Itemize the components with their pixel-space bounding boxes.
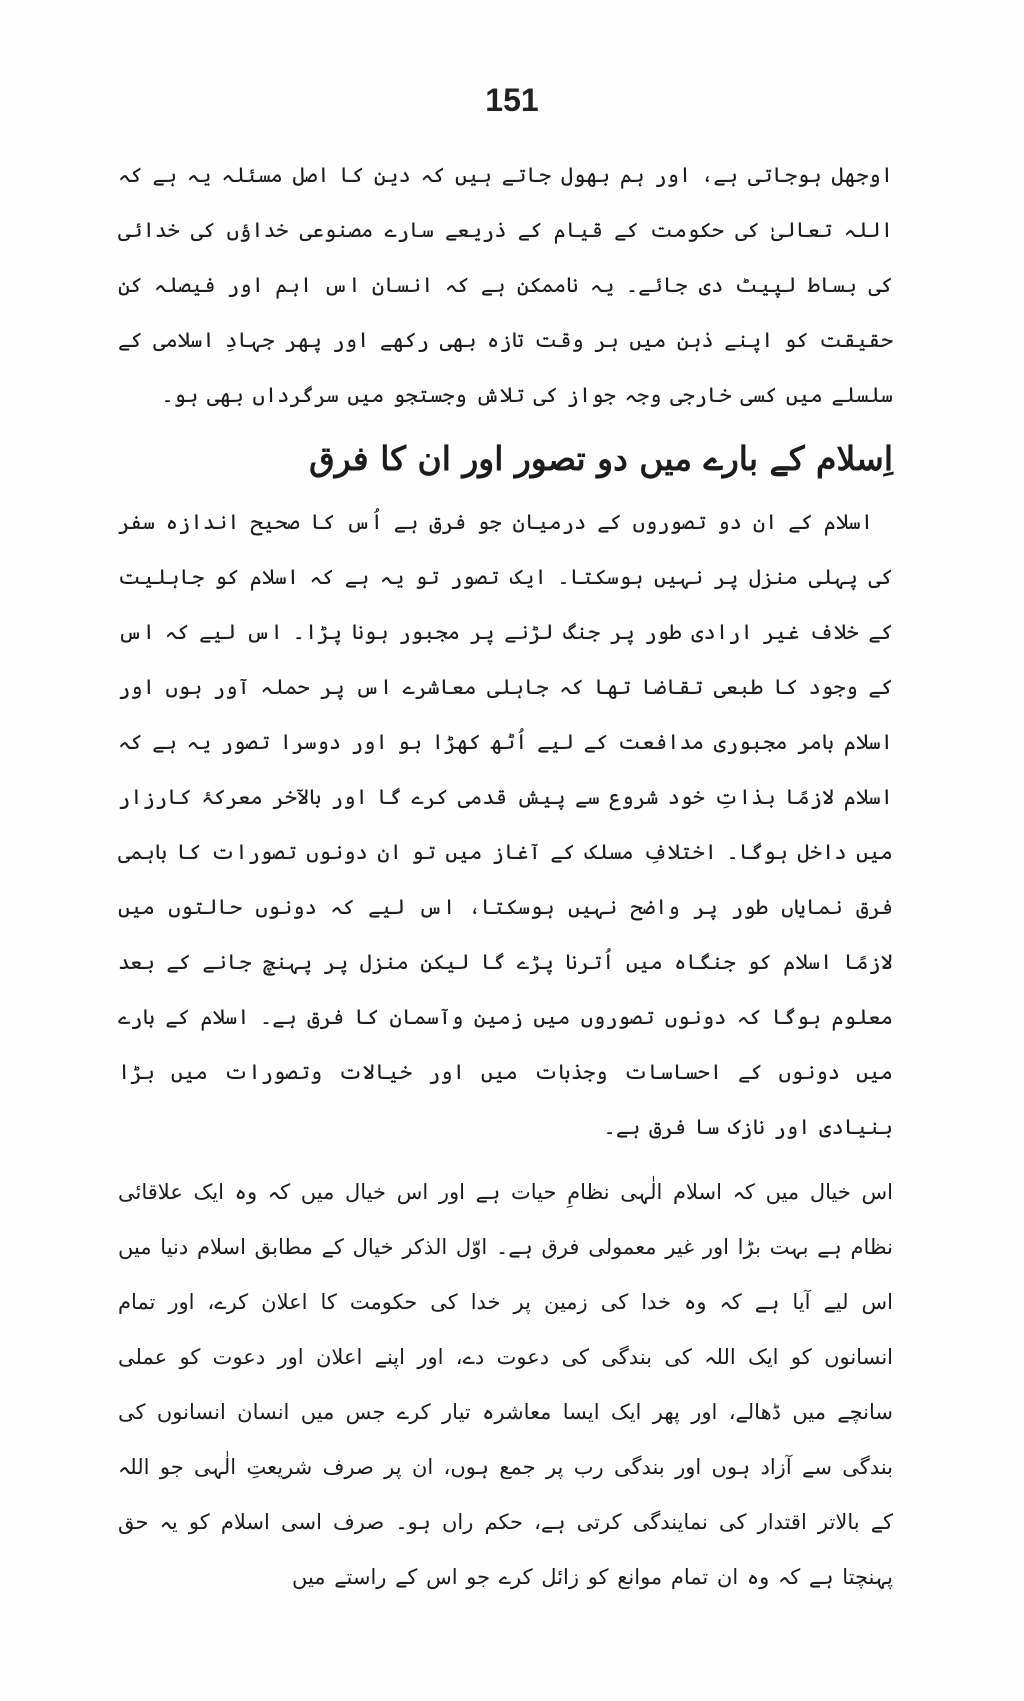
page-content — [118, 148, 893, 1605]
page-number: 151 — [485, 82, 539, 118]
section-paragraph-1: اسلام کے ان دو تصوروں کے درمیان جو فرق ہے اُس کا صحیح اندازہ سفر کی پہلی منزل پر نہیں ہوسکتا۔ ایک تصور تو یہ ہے کہ اسلام کو جاہلیت کے خلاف غیر ارادی طور پر جنگ لڑنے پر مجبور ہونا پڑا۔ اس لیے کہ اس کے وجود کا طبعی تقاضا تھا کہ جاہلی معاشرے اس پر حملہ آور ہوں اور اسلام بامر مجبوری مدافعت کے لیے اُٹھ کھڑا ہو اور دوسرا تصور یہ ہے کہ اسلام لازمًا بذاتِ خود شروع سے پیش قدمی کرے گا اور بالآخر معرکۂ کارزار میں داخل ہوگا۔ اختلافِ مسلک کے آغاز میں تو ان دونوں تصورات کا باہمی فرق نمایاں طور پر واضح نہیں ہوسکتا، اس لیے کہ دونوں حالتوں میں لازمًا اسلام کو جنگاہ میں اُترنا پڑے گا لیکن منزل پر پہنچ جانے کے بعد معلوم ہوگا کہ دونوں تصوروں میں زمین وآسمان کا فرق ہے۔ اسلام کے بارے میں دونوں کے احساسات وجذبات میں اور خیالات وتصورات میں بڑا بنیادی اور نازک سا فرق ہے۔ — [118, 510, 893, 1139]
opening-paragraph: اوجھل ہوجاتی ہے، اور ہم بھول جاتے ہیں کہ دین کا اصل مسئلہ یہ ہے کہ اللہ تعالیٰ کی حکومت کے قیام کے ذریعے سارے مصنوعی خداؤں کی خدائی کی بساط لپیٹ دی جائے۔ یہ ناممکن ہے کہ انسان اس اہم اور فیصلہ کن حقیقت کو اپنے ذہن میں ہر وقت تازہ بھی رکھے اور پھر جہادِ اسلامی کے سلسلے میں کسی خارجی وجہ جواز کی تلاش وجستجو میں سرگرداں بھی ہو۔ — [118, 163, 893, 407]
section-heading: اِسلام کے بارے میں دو تصور اور ان کا فرق — [309, 439, 893, 478]
section-paragraph-2: اس خیال میں کہ اسلام الٰہی نظامِ حیات ہے اور اس خیال میں کہ وہ ایک علاقائی نظام ہے بہت بڑا اور غیر معمولی فرق ہے۔ اوّل الذکر خیال کے مطابق اسلام دنیا میں اس لیے آیا ہے کہ وہ خدا کی زمین پر خدا کی حکومت کا اعلان کرے، اور تمام انسانوں کو ایک اللہ کی بندگی کی دعوت دے، اور اپنے اعلان اور دعوت کو عملی سانچے میں ڈھالے، اور پھر ایک ایسا معاشرہ تیار کرے جس میں انسان انسانوں کی بندگی سے آزاد ہوں اور بندگی رب پر جمع ہوں، ان پر صرف شریعتِ الٰہی جو اللہ کے بالاتر اقتدار کی نمایندگی کرتی ہے، حکم راں ہو۔ صرف اسی اسلام کو یہ حق پہنچتا ہے کہ وہ ان تمام موانع کو زائل کرے جو اس کے راستے میں — [118, 1180, 893, 1589]
